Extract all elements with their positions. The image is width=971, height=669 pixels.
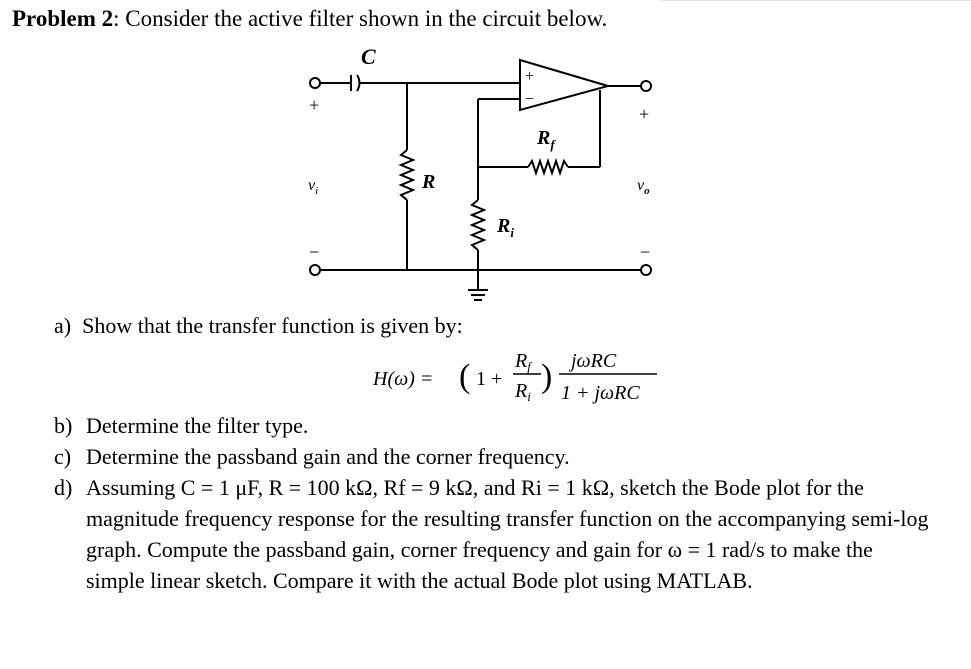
formula-right-paren: )	[541, 358, 553, 395]
problem-statement: : Consider the active filter shown in the circuit below.	[113, 6, 608, 31]
resistor-ri-label: R	[497, 215, 511, 237]
svg-text:Rf	[536, 127, 556, 152]
formula-frac2-denominator: 1 + jωRC	[561, 382, 640, 404]
resistor-rf-symbol	[528, 161, 568, 173]
formula-frac1-numerator: R	[515, 350, 528, 372]
svg-text:vo	[637, 177, 650, 197]
svg-text:Ri	[514, 380, 531, 404]
part-a-label: a)	[54, 313, 72, 338]
part-d	[54, 472, 931, 596]
transfer-function-formula	[373, 345, 673, 409]
formula-lhs: H(ω) =	[373, 368, 434, 390]
op-amp-plus-sign: +	[525, 68, 535, 85]
part-b-text: Determine the filter type.	[86, 413, 309, 438]
input-top-terminal	[310, 78, 320, 88]
input-bottom-terminal	[310, 265, 320, 275]
resistor-rf-label: R	[537, 127, 551, 149]
resistor-rf-subscript: f	[550, 137, 555, 152]
input-minus-sign: −	[309, 242, 320, 262]
formula-frac2-numerator: jωRC	[571, 350, 617, 372]
output-voltage-label: v	[637, 177, 645, 194]
svg-text:vi	[308, 177, 318, 197]
capacitor-label: C	[361, 44, 376, 69]
resistor-ri-subscript: i	[510, 225, 514, 240]
part-a	[54, 313, 463, 339]
part-d-text: Assuming C = 1 μF, R = 100 kΩ, Rf = 9 kΩ, and Ri = 1 kΩ, sketch the Bode plot for the magnitude frequency response for the resulting transfer function on the accompanying semi-log graph. Compute the passband gain, corner frequency and gain for ω = 1 rad/s to make the simple linear sketch. Compare it with the actual Bode plot using MATLAB.	[86, 475, 929, 593]
formula-frac1-denominator: R	[515, 380, 528, 402]
ground-symbol	[468, 290, 488, 300]
resistor-r-symbol	[401, 150, 413, 200]
problem-number: Problem 2	[12, 6, 114, 31]
svg-text:Rf	[514, 350, 533, 374]
op-amp-minus-sign: −	[525, 91, 535, 108]
part-d-label: d)	[54, 475, 73, 500]
part-b	[54, 410, 931, 441]
input-voltage-label: v	[308, 177, 316, 194]
capacitor-symbol	[351, 75, 360, 91]
output-plus-sign: +	[639, 104, 650, 124]
formula-frac1-numerator-sub: f	[527, 359, 531, 374]
resistor-r-label: R	[422, 171, 436, 193]
circuit-diagram	[0, 0, 971, 320]
input-voltage-subscript: i	[315, 185, 319, 197]
formula-one-plus: 1 +	[476, 368, 503, 390]
formula-left-paren: (	[459, 358, 471, 395]
resistor-ri-symbol	[472, 200, 484, 250]
part-c-text: Determine the passband gain and the corner frequency.	[86, 444, 570, 469]
formula-frac1-denominator-sub: i	[527, 389, 531, 404]
part-a-text: Show that the transfer function is given by:	[82, 313, 463, 338]
part-b-label: b)	[54, 413, 73, 438]
output-voltage-subscript: o	[644, 185, 650, 197]
output-minus-sign: −	[640, 242, 651, 262]
part-c-label: c)	[54, 444, 72, 469]
question-list	[54, 410, 931, 596]
part-c	[54, 441, 931, 472]
output-top-terminal	[641, 81, 651, 91]
output-bottom-terminal	[641, 265, 651, 275]
svg-text:Ri	[496, 215, 514, 240]
input-plus-sign: +	[309, 95, 320, 115]
